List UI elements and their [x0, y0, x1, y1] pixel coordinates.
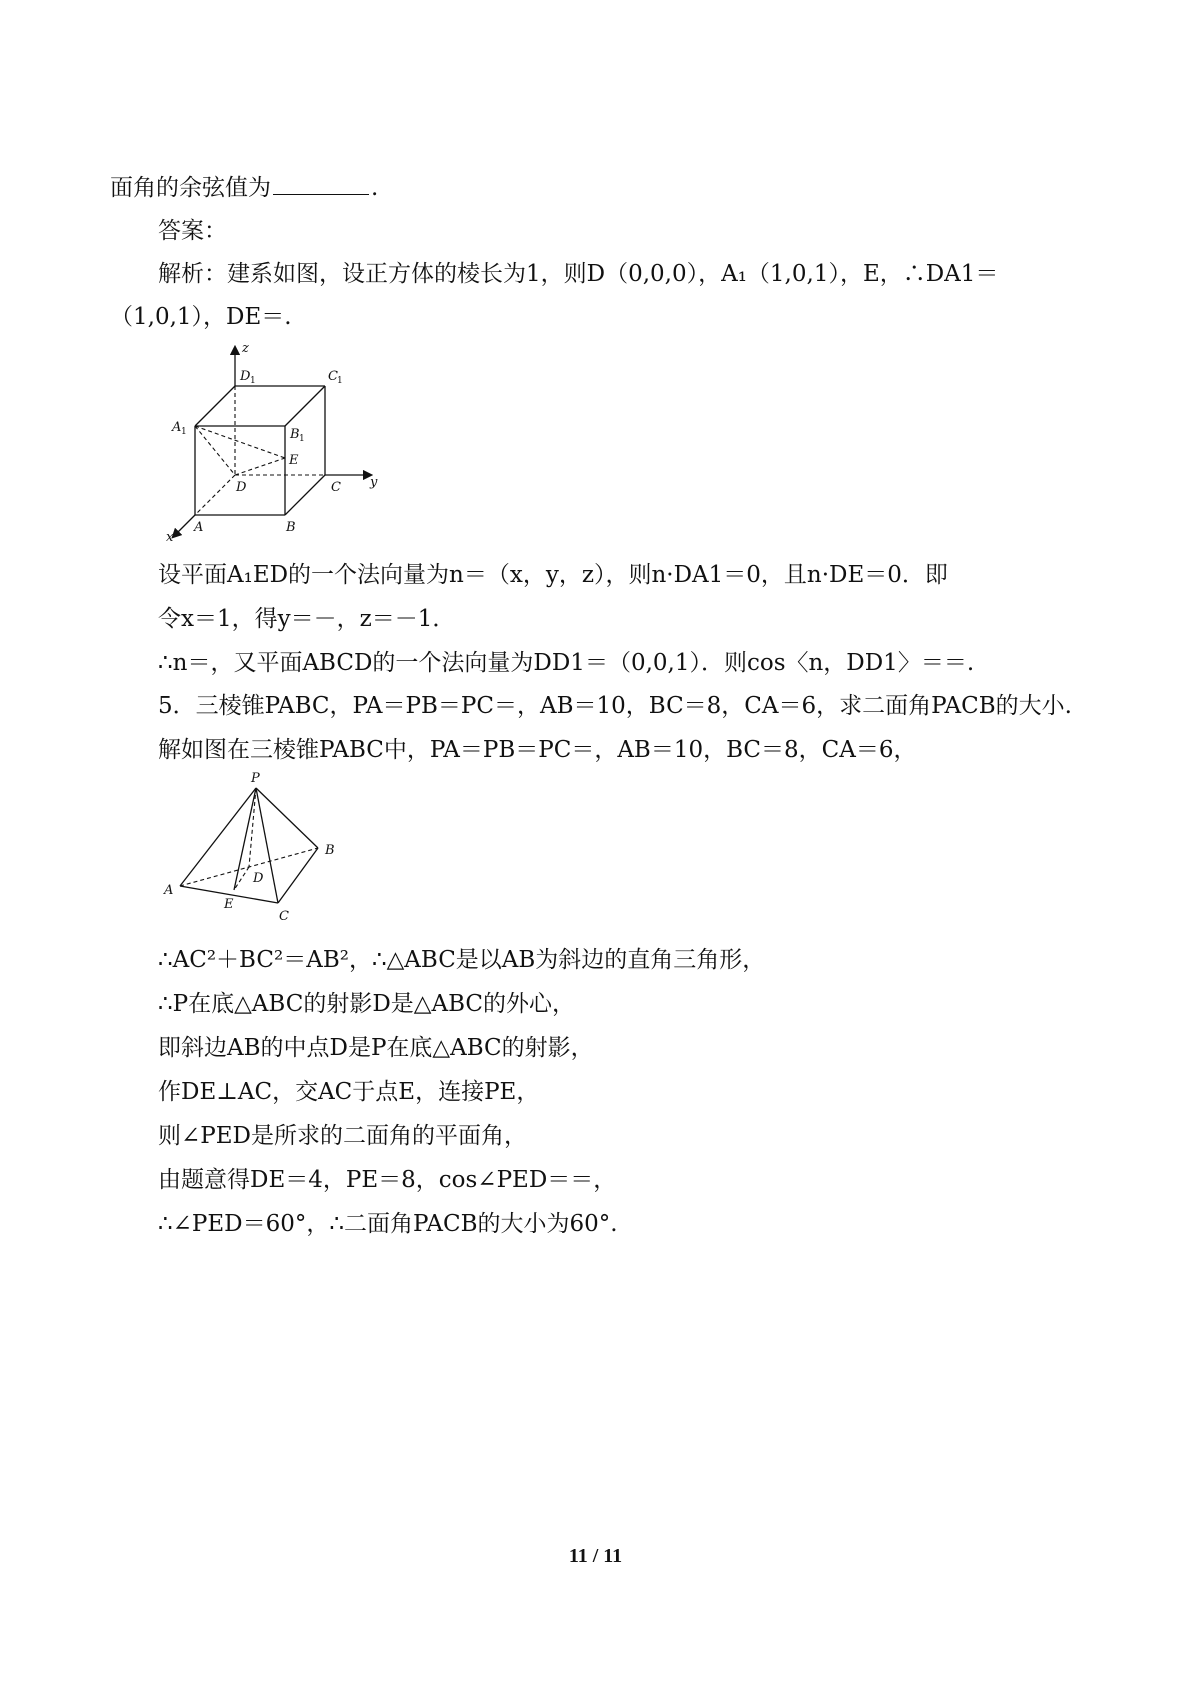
pyramid-label-D: D — [253, 871, 264, 886]
solution-line-1: 解如图在三棱锥PABC中，PA＝PB＝PC＝，AB＝10，BC＝8，CA＝6， — [158, 737, 917, 763]
cube-sub-B1: 1 — [299, 434, 305, 444]
text-line-1 — [110, 172, 378, 203]
cube-sub-C1: 1 — [337, 376, 343, 386]
pyramid-label-C: C — [279, 909, 289, 924]
cube-label-A: A — [194, 520, 204, 535]
page-number: 11 / 11 — [568, 1545, 623, 1567]
solution-line-3: ∴P在底△ABC的射影D是△ABC的外心， — [158, 991, 575, 1017]
analysis-line-5: ∴n＝，又平面ABCD的一个法向量为DD1＝（0,0,1）．则cos〈n，DD1〉＝＝. — [158, 650, 975, 676]
line-1-end: . — [371, 175, 379, 201]
analysis-line-1: 解析：建系如图，设正方体的棱长为1，则D（0,0,0），A₁（1,0,1），E，∴DA1＝ — [158, 261, 999, 287]
cube-label-z: z — [242, 341, 249, 356]
solution-line-4: 即斜边AB的中点D是P在底△ABC的射影， — [158, 1035, 594, 1061]
pyramid-label-P: P — [251, 771, 260, 786]
solution-line-5: 作DE⊥AC，交AC于点E，连接PE， — [158, 1079, 540, 1105]
cube-sub-A1: 1 — [181, 427, 187, 437]
solution-line-6: 则∠PED是所求的二面角的平面角， — [158, 1123, 527, 1149]
cube-label-C: C — [331, 480, 341, 495]
cube-figure — [160, 338, 390, 543]
solution-line-8: ∴∠PED＝60°，∴二面角PACB的大小为60°. — [158, 1211, 618, 1237]
pyramid-label-B: B — [325, 843, 335, 858]
problem-5: 5．三棱锥PABC，PA＝PB＝PC＝，AB＝10，BC＝8，CA＝6，求二面角PACB的大小. — [158, 693, 1072, 719]
line-1-text: 面角的余弦值为 — [110, 175, 271, 201]
answer-label: 答案： — [158, 218, 227, 244]
analysis-line-3: 设平面A₁ED的一个法向量为n＝（x，y，z），则n·DA1＝0，且n·DE＝0．即 — [158, 562, 948, 588]
analysis-line-4: 令x＝1，得y＝－，z＝－1． — [158, 606, 456, 632]
cube-label-A1: A — [172, 420, 182, 435]
cube-label-C1: C — [328, 369, 338, 384]
analysis-line-2: （1,0,1），DE＝. — [110, 304, 292, 330]
pyramid-figure — [158, 768, 358, 928]
solution-line-7: 由题意得DE＝4，PE＝8，cos∠PED＝＝， — [158, 1167, 617, 1193]
pyramid-label-E: E — [224, 897, 234, 912]
cube-label-E: E — [289, 453, 299, 468]
cube-label-B1: B — [290, 427, 300, 442]
cube-label-D: D — [236, 480, 247, 495]
solution-line-2: ∴AC²＋BC²＝AB²，∴△ABC是以AB为斜边的直角三角形， — [158, 947, 766, 973]
cube-label-y: y — [370, 475, 378, 490]
pyramid-label-A: A — [164, 883, 174, 898]
answer-blank — [273, 172, 369, 195]
cube-label-B: B — [286, 520, 296, 535]
cube-label-x: x — [166, 530, 174, 543]
cube-label-D1: D — [240, 369, 251, 384]
cube-sub-D1: 1 — [250, 376, 256, 386]
